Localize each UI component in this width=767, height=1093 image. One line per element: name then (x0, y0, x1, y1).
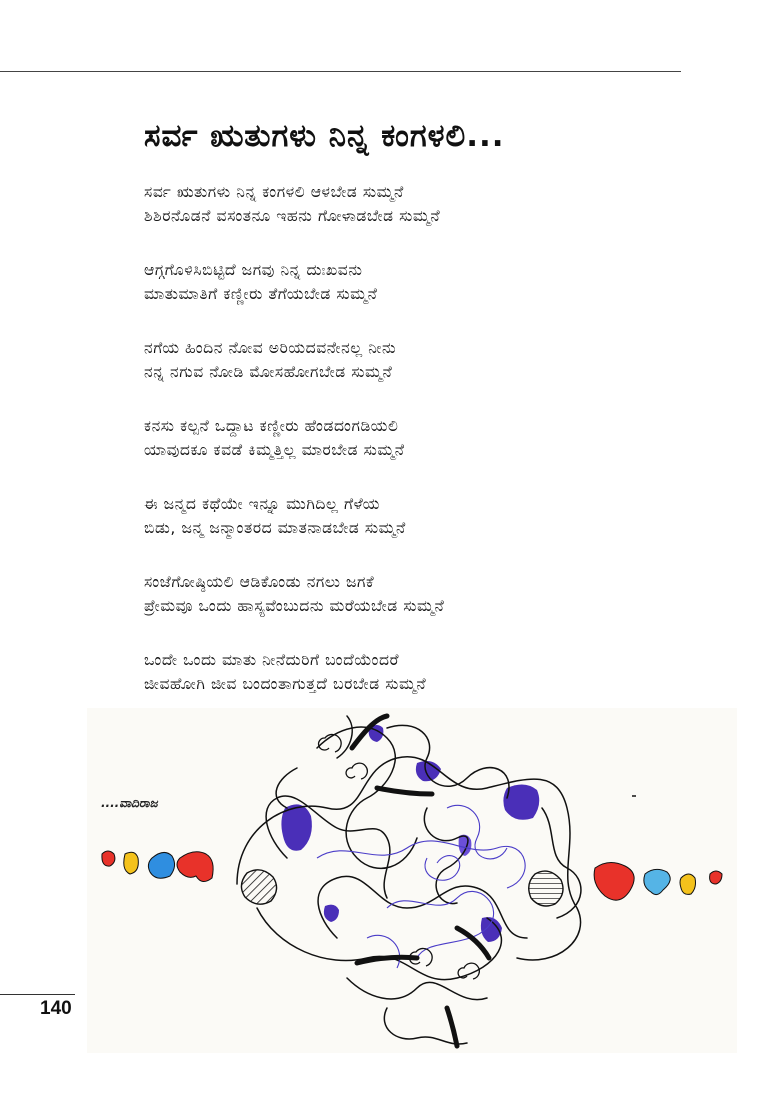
poem-line: ಜೀವಹೋಗಿ ಜೀವ ಬಂದಂತಾಗುತ್ತದೆ ಬರಬೇಡ ಸುಮ್ಮನೆ (144, 675, 427, 693)
red-blob (102, 851, 115, 866)
hatched-shape (241, 870, 276, 904)
violet-shape (459, 835, 472, 856)
poem-line: ಶಿಶಿರನೊಡನೆ ವಸಂತನೂ ಇಹನು ಗೋಳಾಡಬೇಡ ಸುಮ್ಮನೆ (144, 207, 441, 225)
poem-line: ಬಿಡು, ಜನ್ಮ ಜನ್ಮಾಂತರದ ಮಾತನಾಡಬೇಡ ಸುಮ್ಮನೆ (144, 519, 406, 537)
blue-blob (148, 852, 174, 878)
poem-line: ಒಂದೇ ಒಂದು ಮಾತು ನೀನೆದುರಿಗೆ ಬಂದೆಯೆಂದರೆ (144, 651, 400, 669)
blue-blob (644, 869, 670, 894)
poem-title: ಸರ್ವ ಋತುಗಳು ನಿನ್ನ ಕಂಗಳಲಿ... (144, 118, 505, 154)
poem-line: ಸಂಜೆಗೋಷ್ಠಿಯಲಿ ಆಡಿಕೊಂಡು ನಗಲು ಜಗಕೆ (144, 573, 375, 591)
stanza-5 (144, 492, 664, 540)
illustration (87, 708, 737, 1053)
hatched-shape (529, 871, 563, 906)
poem-line: ನನ್ನ ನಗುವ ನೋಡಿ ಮೋಸಹೋಗಬೇಡ ಸುಮ್ಮನೆ (144, 363, 393, 381)
yellow-blob (124, 852, 139, 874)
stanza-1 (144, 180, 664, 228)
violet-shape (324, 905, 339, 922)
poem-line: ಸರ್ವ ಋತುಗಳು ನಿನ್ನ ಕಂಗಳಲಿ ಆಳಬೇಡ ಸುಮ್ಮನೆ (144, 183, 404, 201)
yellow-blob (680, 874, 696, 894)
red-blob (594, 862, 634, 900)
poem-body (144, 180, 664, 726)
poem-line: ಈ ಜನ್ಮದ ಕಥೆಯೇ ಇನ್ನೂ ಮುಗಿದಿಲ್ಲ ಗೆಳೆಯ (144, 495, 381, 513)
page-number-rule (0, 994, 75, 995)
top-rule (0, 71, 681, 72)
stanza-3 (144, 336, 664, 384)
poem-line: ಆಗ್ಗಗೊಳಿಸಿಬಿಟ್ಟಿದೆ ಜಗವು ನಿನ್ನ ದುಃಖವನು (144, 261, 363, 279)
artist-signature: ....ವಾದಿರಾಜ (101, 796, 158, 810)
stanza-6 (144, 570, 664, 618)
stanza-7 (144, 648, 664, 696)
page-number: 140 (40, 998, 72, 1019)
poem-line: ನಗೆಯ ಹಿಂದಿನ ನೋವ ಅರಿಯದವನೇನಲ್ಲ ನೀನು (144, 339, 397, 357)
red-blob (710, 871, 722, 884)
abstract-line-drawing (87, 708, 737, 1053)
red-blob (177, 852, 213, 882)
stanza-2 (144, 258, 664, 306)
poem-line: ಯಾವುದಕೂ ಕವಡೆ ಕಿಮ್ಮತ್ತಿಲ್ಲ ಮಾರಬೇಡ ಸುಮ್ಮನೆ (144, 441, 405, 459)
stanza-4 (144, 414, 664, 462)
poem-line: ಮಾತುಮಾತಿಗೆ ಕಣ್ಣೀರು ತೆಗೆಯಬೇಡ ಸುಮ್ಮನೆ (144, 285, 378, 303)
poem-line: ಪ್ರೇಮವೂ ಒಂದು ಹಾಸ್ಯವೆಂಬುದನು ಮರೆಯಬೇಡ ಸುಮ್ಮನೆ (144, 597, 445, 615)
poem-line: ಕನಸು ಕಲ್ಪನೆ ಒದ್ದಾಟ ಕಣ್ಣೀರು ಹೆಂಡದಂಗಡಿಯಲಿ (144, 417, 399, 435)
